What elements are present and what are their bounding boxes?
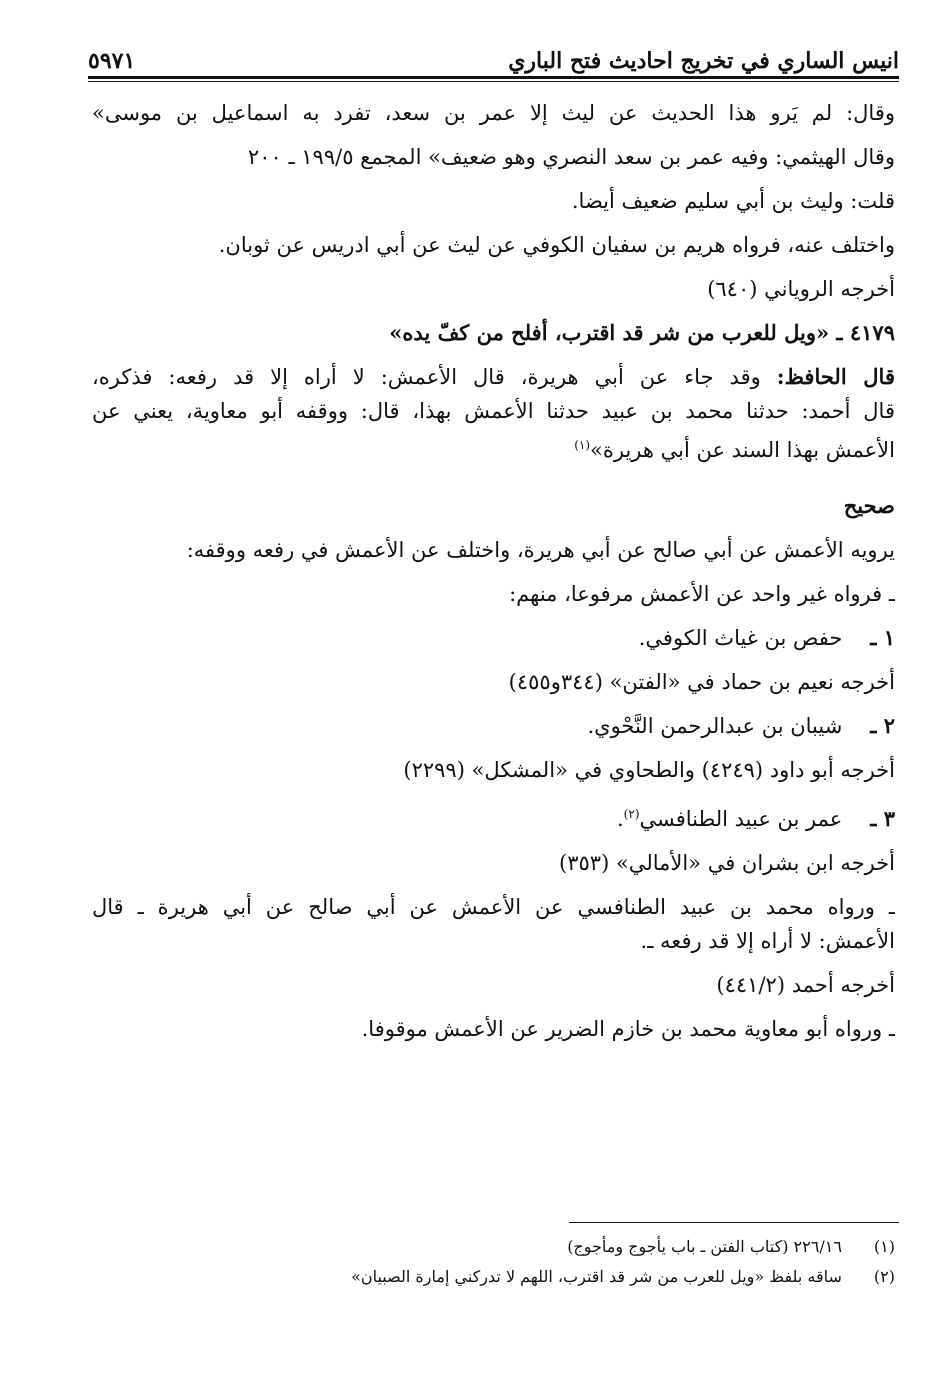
book-title: انيس الساري في تخريج احاديث فتح الباري (508, 48, 899, 74)
footnote-number: (١) (873, 1237, 895, 1256)
header-rule-thin (88, 81, 899, 82)
hafiz-text: وقد جاء عن أبي هريرة، قال الأعمش: لا أراه إلا قد رفعه: فذكره، (92, 365, 777, 389)
text-line: واختلف عنه، فرواه هريم بن سفيان الكوفي عن ليث عن أبي ادريس عن ثوبان. (218, 233, 895, 257)
item-number: ٣ ـ (870, 806, 895, 831)
text-line: قال أحمد: حدثنا محمد بن عبيد حدثنا الأعمش بهذا، قال: ووقفه أبو معاوية، يعني عن (92, 399, 895, 423)
footnote-text: ٢٢٦/١٦ (كتاب الفتن ـ باب يأجوج ومأجوج) (567, 1237, 842, 1256)
footnotes (92, 1232, 895, 1292)
main-text (92, 96, 895, 1046)
footnote-marker: (٢) (623, 807, 640, 821)
item-number: ١ ـ (870, 625, 895, 650)
text-line: أخرجه الروياني (٦٤٠) (707, 277, 895, 301)
text-line: أخرجه نعيم بن حماد في «الفتن» (٣٤٤و٤٥٥) (508, 670, 895, 694)
grade-heading: صحيح (843, 493, 895, 518)
text-line: ـ ورواه محمد بن عبيد الطنافسي عن الأعمش عن أبي صالح عن أبي هريرة ـ قال (92, 895, 895, 919)
text-line: الأعمش: لا أراه إلا قد رفعه ـ. (640, 929, 895, 953)
hadith-text: «ويل للعرب من شر قد اقترب، أفلح من كفّ يده» (389, 320, 830, 345)
running-header (88, 34, 899, 74)
list-item (92, 621, 895, 655)
text-line: أخرجه ابن بشران في «الأمالي» (٣٥٣) (559, 851, 895, 875)
item-text: حفص بن غياث الكوفي. (638, 626, 843, 650)
list-item: ٣ ـ عمر بن عبيد الطنافسي$^{(٢)}$. (92, 797, 895, 836)
footnote-rule (569, 1222, 899, 1223)
text-line: قلت: وليث بن أبي سليم ضعيف أيضا. (571, 189, 895, 213)
text-line: ـ فرواه غير واحد عن الأعمش مرفوعا، منهم: (509, 582, 895, 606)
page-number: ٥٩٧١ (88, 48, 136, 74)
text-line: أخرجه أحمد (٤٤١/٢) (716, 973, 895, 997)
hafiz-label: قال الحافظ: (776, 364, 895, 389)
hadith-number: ٤١٧٩ ـ (836, 320, 895, 345)
footnote-marker: (١) (574, 438, 591, 452)
footnote-text: ساقه بلفظ «ويل للعرب من شر قد اقترب، اللهم لا تدركني إمارة الصبيان» (351, 1267, 842, 1286)
hafiz-line (92, 360, 895, 394)
text-line: وقال: لم يَرو هذا الحديث عن ليث إلا عمر بن سعد، تفرد به اسماعيل بن موسى» (92, 101, 895, 125)
item-text: شيبان بن عبدالرحمن النَّحْوي. (587, 714, 843, 738)
list-item (92, 709, 895, 743)
text-line: يرويه الأعمش عن أبي صالح عن أبي هريرة، واختلف عن الأعمش في رفعه ووقفه: (186, 538, 895, 562)
text-line: ـ ورواه أبو معاوية محمد بن خازم الضرير عن الأعمش موقوفا. (361, 1017, 895, 1041)
text-segment: الأعمش بهذا السند عن أبي هريرة» (590, 438, 895, 462)
item-number: ٢ ـ (870, 713, 895, 738)
text-line (92, 428, 895, 467)
text-line: أخرجه أبو داود (٤٢٤٩) والطحاوي في «المشكل» (٢٢٩٩) (403, 758, 895, 782)
header-rule (88, 76, 899, 79)
footnote (92, 1262, 895, 1292)
hadith-heading (92, 316, 895, 350)
footnote (92, 1232, 895, 1262)
footnote-number: (٢) (873, 1267, 895, 1286)
text-line: وقال الهيثمي: وفيه عمر بن سعد النصري وهو ضعيف» المجمع ١٩٩/٥ ـ ٢٠٠ (247, 145, 895, 169)
item-text: عمر بن عبيد الطنافسي (639, 807, 843, 831)
